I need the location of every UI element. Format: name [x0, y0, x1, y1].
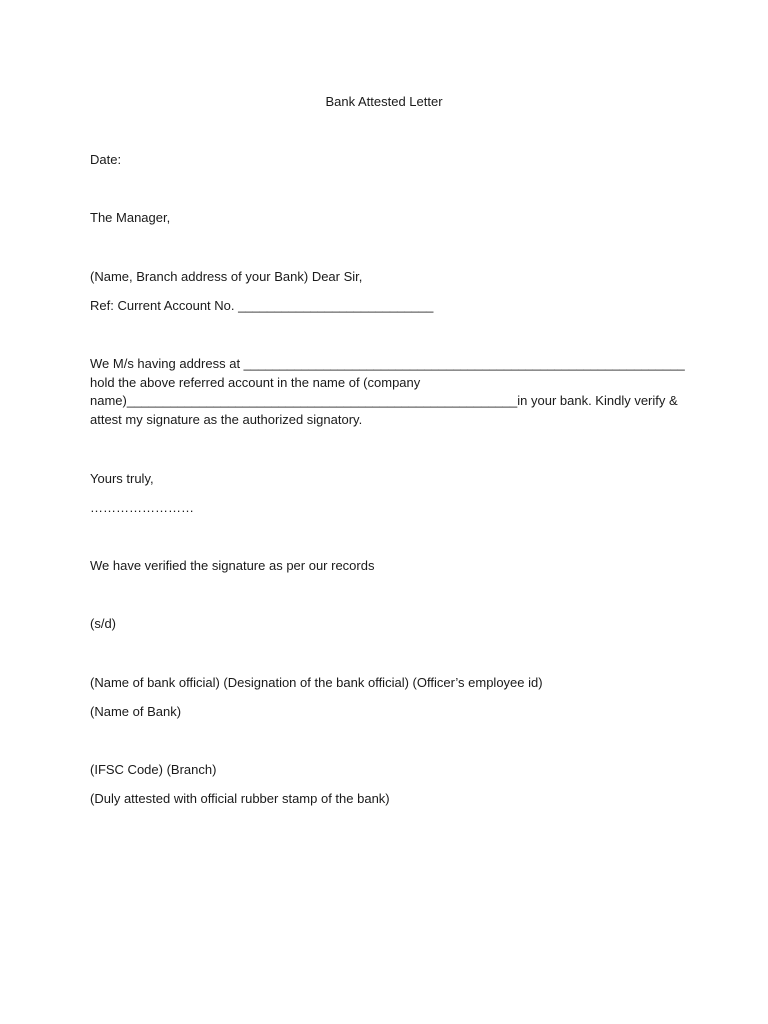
recipient-line: The Manager,	[90, 210, 171, 225]
body-line-1: We M/s having address at _____________________________________________________________	[90, 356, 685, 371]
closing-line: Yours truly,	[90, 471, 154, 486]
bank-name-line: (Name of Bank)	[90, 704, 182, 719]
bank-salutation-line: (Name, Branch address of your Bank) Dear Sir,	[90, 269, 363, 284]
ifsc-branch-line: (IFSC Code) (Branch)	[90, 762, 217, 777]
verification-line: We have verified the signature as per our records	[90, 558, 375, 573]
signed-line: (s/d)	[90, 616, 116, 631]
reference-line: Ref: Current Account No. ___________________________	[90, 298, 434, 313]
official-details-line: (Name of bank official) (Designation of the bank official) (Officer’s employee id)	[90, 675, 543, 690]
signature-dots: ……………………	[90, 500, 194, 515]
document-title: Bank Attested Letter	[325, 94, 443, 109]
body-line-2: hold the above referred account in the name of (company	[90, 374, 421, 390]
body-line-4: attest my signature as the authorized signatory.	[90, 411, 363, 427]
date-label: Date:	[90, 152, 122, 167]
stamp-note-line: (Duly attested with official rubber stamp of the bank)	[90, 791, 390, 806]
letter-body	[90, 355, 690, 429]
body-line-3: name)______________________________________________________in your bank. Kindly verify &	[90, 393, 678, 409]
